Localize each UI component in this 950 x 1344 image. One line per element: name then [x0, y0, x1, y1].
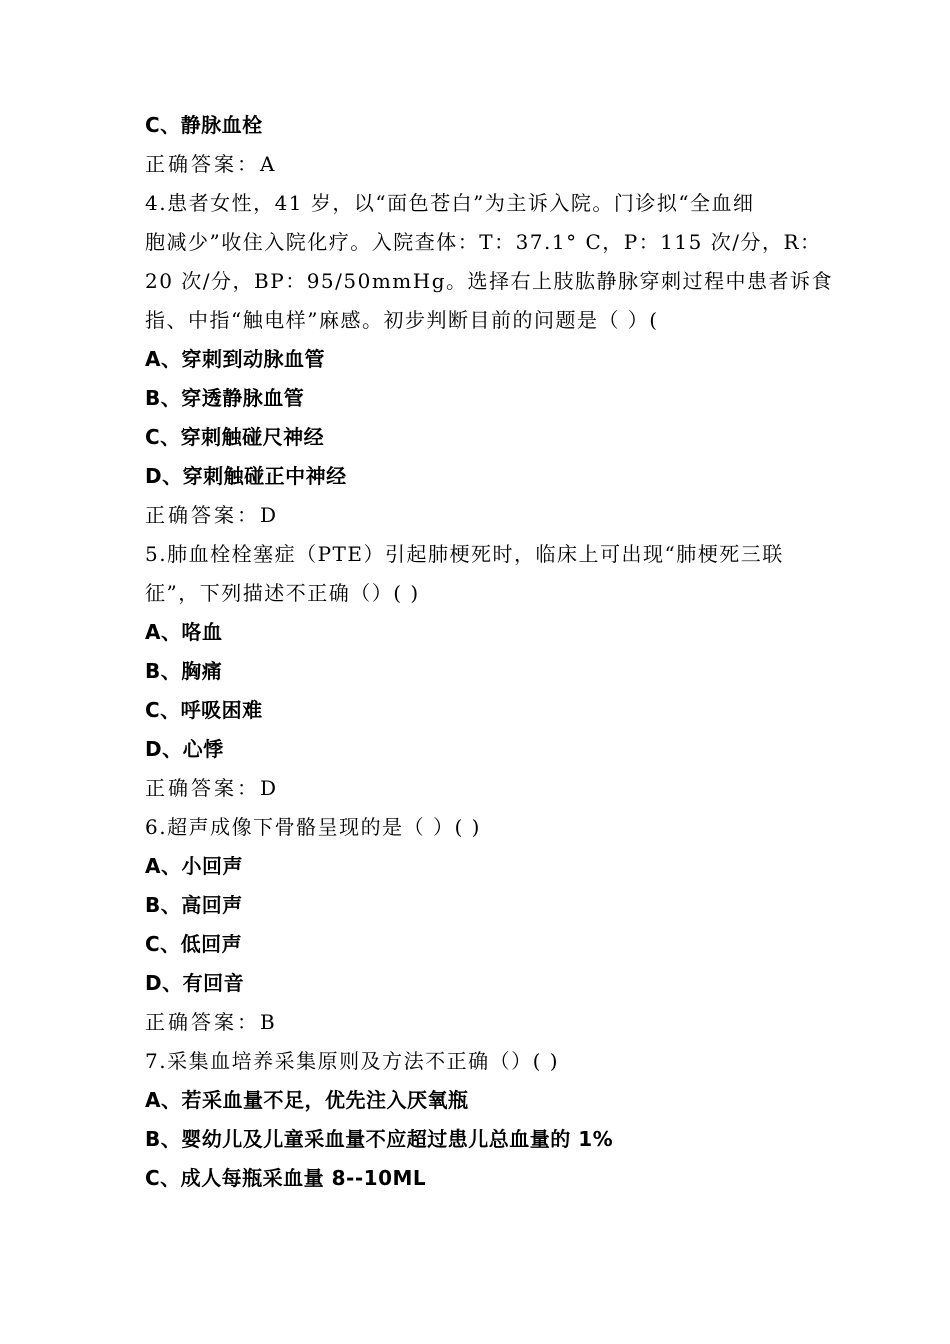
- question-line: 征”，下列描述不正确（）( ): [145, 581, 420, 605]
- question-line: 4.患者女性，41 岁，以“面色苍白”为主诉入院。门诊拟“全血细: [145, 191, 755, 215]
- option-line: D、有回音: [145, 971, 245, 995]
- answer-line: 正确答案：D: [145, 776, 280, 800]
- answer-line: 正确答案：B: [145, 1010, 278, 1034]
- question-line: 5.肺血栓栓塞症（PTE）引起肺梗死时，临床上可出现“肺梗死三联: [145, 542, 784, 566]
- option-line: C、呼吸困难: [145, 698, 263, 722]
- question-line: 指、中指“触电样”麻感。初步判断目前的问题是（ ）(: [145, 308, 659, 332]
- answer-line: 正确答案：D: [145, 503, 280, 527]
- option-line: A、穿刺到动脉血管: [145, 347, 325, 371]
- option-line: C、成人每瓶采血量 8--10ML: [145, 1166, 427, 1190]
- option-line: D、心悸: [145, 737, 224, 761]
- question-line: 20 次/分，BP：95/50mmHg。选择右上肢肱静脉穿刺过程中患者诉食: [145, 269, 834, 293]
- option-line: B、高回声: [145, 893, 243, 917]
- option-line: A、若采血量不足，优先注入厌氧瓶: [145, 1088, 469, 1112]
- option-line: C、静脉血栓: [145, 113, 263, 137]
- option-line: C、低回声: [145, 932, 243, 956]
- answer-line: 正确答案：A: [145, 152, 278, 176]
- option-line: B、穿透静脉血管: [145, 386, 305, 410]
- option-line: D、穿刺触碰正中神经: [145, 464, 347, 488]
- option-line: C、穿刺触碰尺神经: [145, 425, 325, 449]
- option-line: A、小回声: [145, 854, 243, 878]
- question-line: 6.超声成像下骨骼呈现的是（ ）( ): [145, 815, 481, 839]
- question-line: 7.采集血培养采集原则及方法不正确（）( ): [145, 1049, 560, 1073]
- question-line: 胞减少”收住入院化疗。入院查体：T：37.1° C，P：115 次/分，R：: [145, 230, 822, 254]
- document-page: [145, 106, 835, 1198]
- option-line: A、咯血: [145, 620, 223, 644]
- option-line: B、婴幼儿及儿童采血量不应超过患儿总血量的 1%: [145, 1127, 614, 1151]
- option-line: B、胸痛: [145, 659, 223, 683]
